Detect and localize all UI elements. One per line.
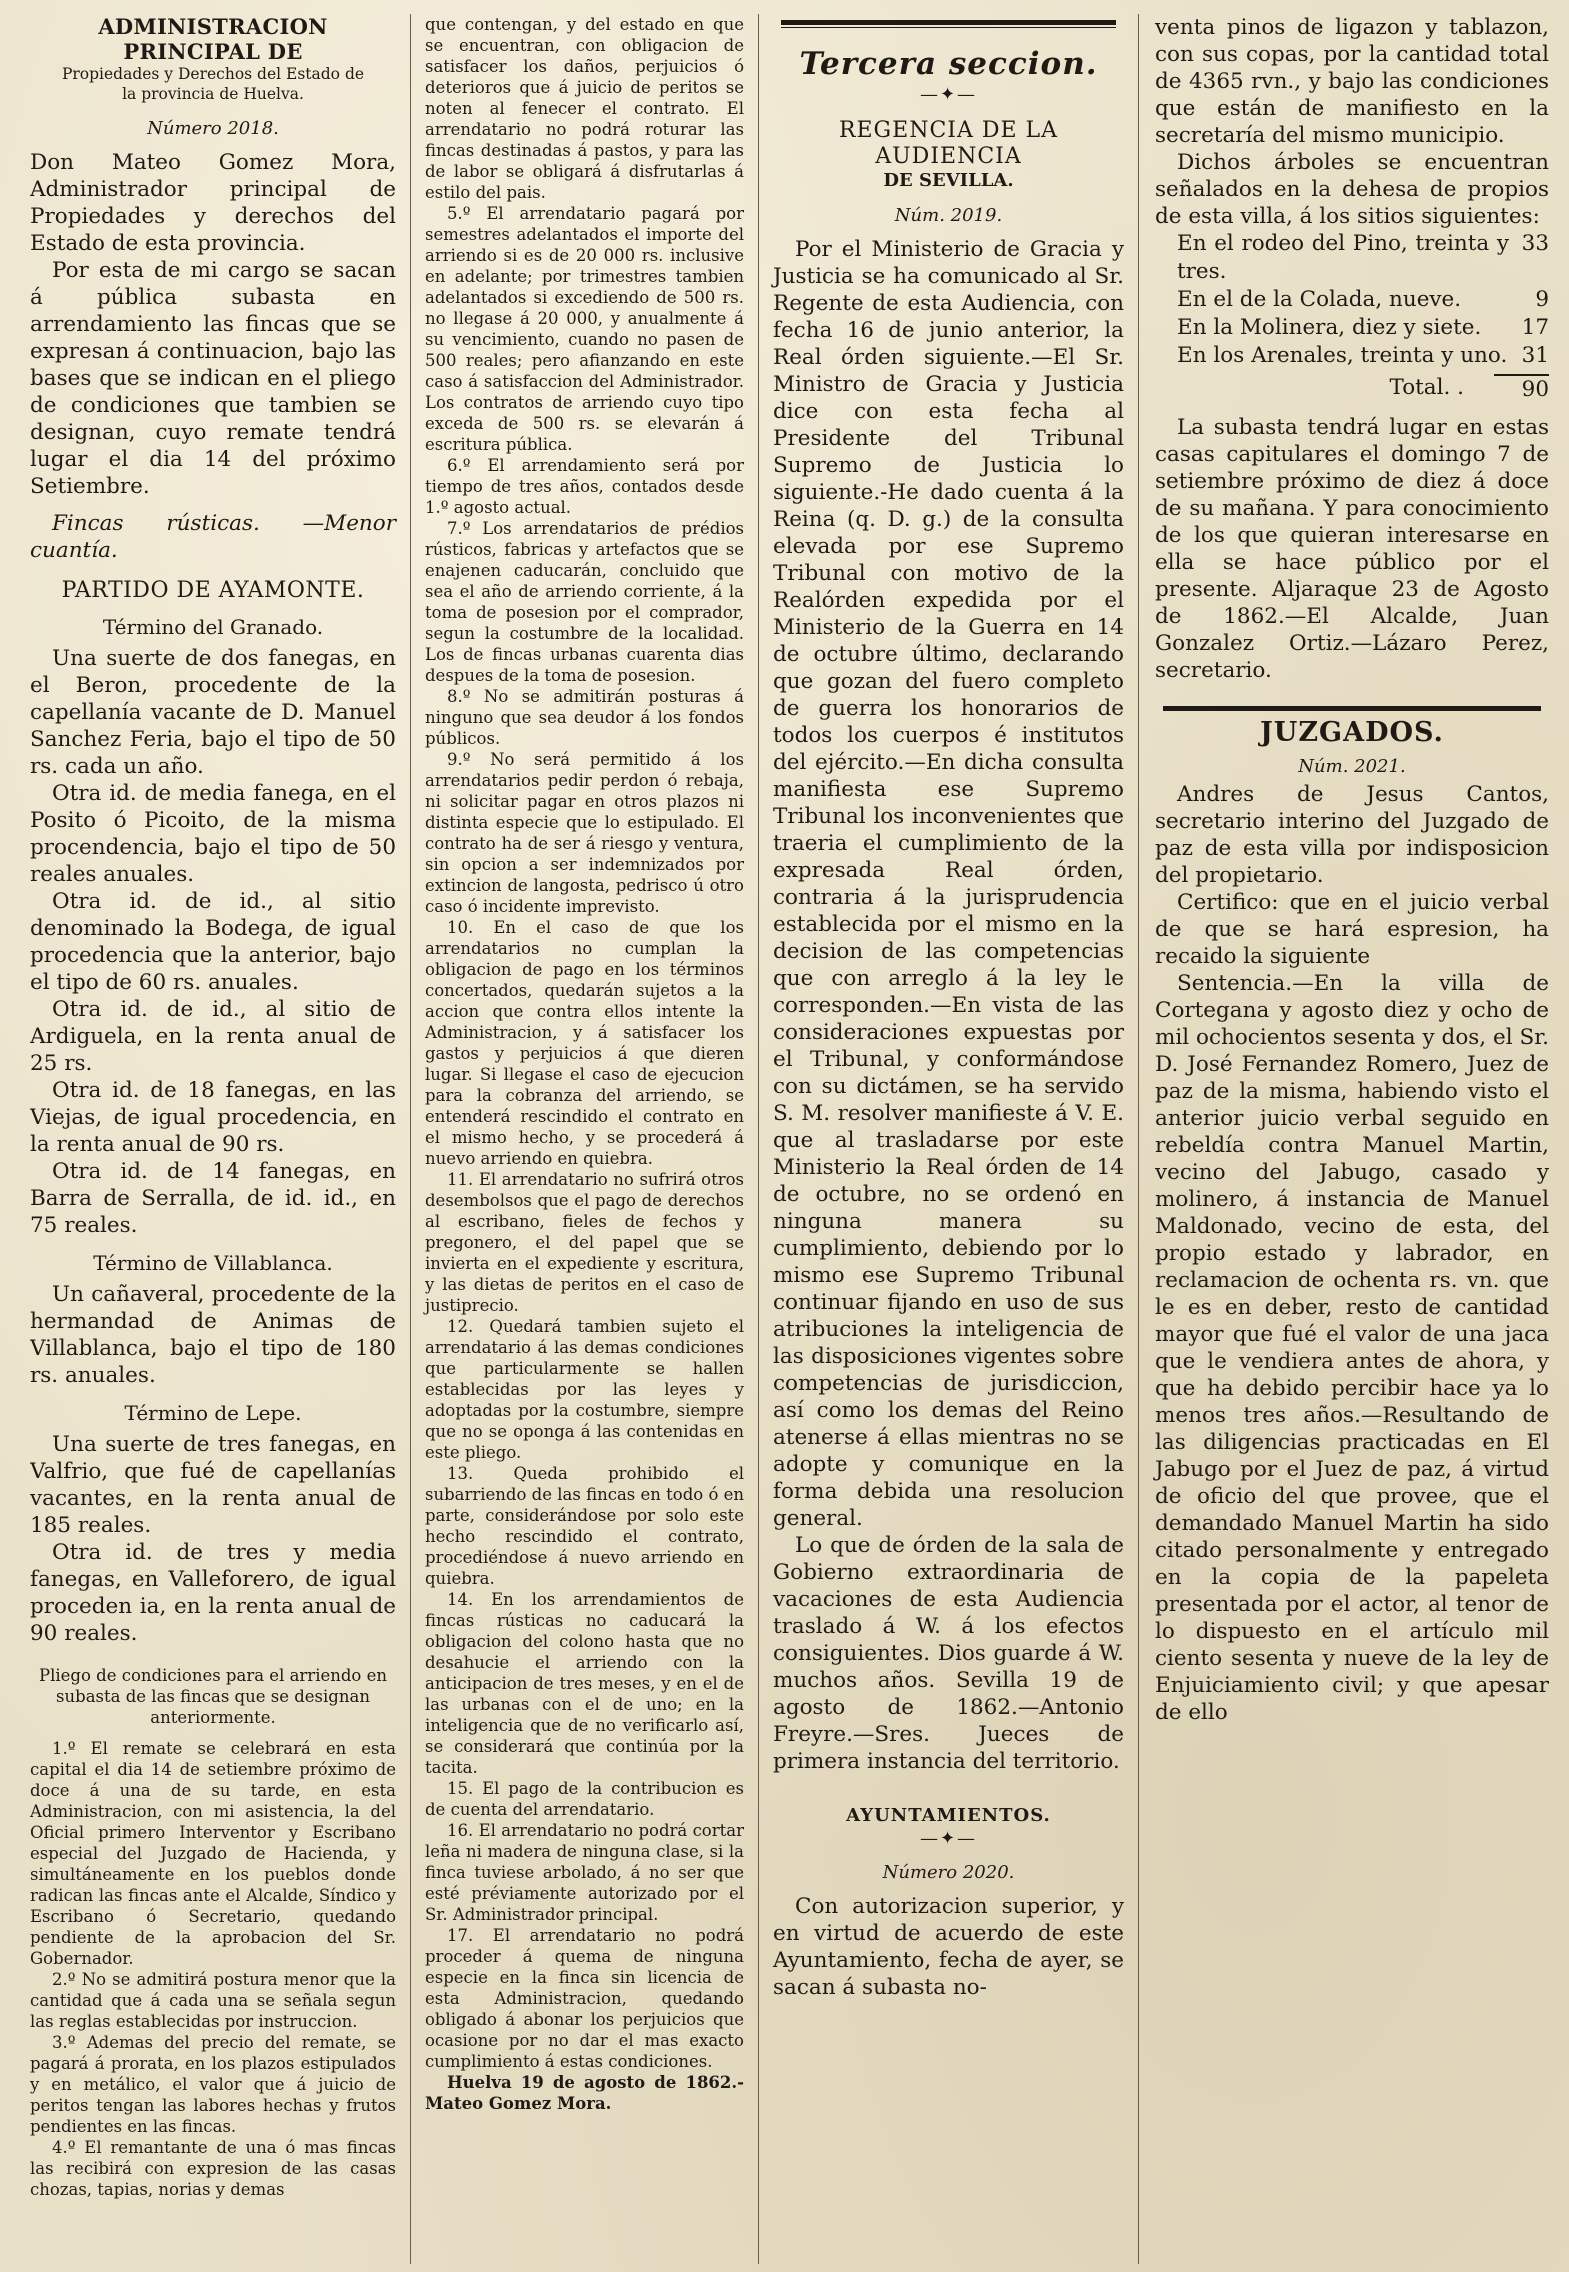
subheading-pliego: Pliego de condiciones para el arriendo en subasta de las fincas que se designan anteriormente. <box>39 1666 387 1727</box>
list-item: Un cañaveral, procedente de la hermandad de Animas de Villablanca, bajo el tipo de 180 rs. anuales. <box>30 1282 396 1388</box>
heading-termino-lepe: Término de Lepe. <box>124 1401 302 1425</box>
table-row-value: 33 <box>1521 231 1549 256</box>
table-row-label: En el rodeo del Pino, treinta y tres. <box>1177 231 1509 284</box>
notice-number-2019: Núm. 2019. <box>894 205 1003 226</box>
table-total-value: 90 <box>1494 374 1549 404</box>
list-item: Una suerte de dos fanegas, en el Beron, procedente de la capellanía vacante de D. Manuel Sanchez Feria, bajo el tipo de 50 rs. cada un año. <box>30 646 396 779</box>
table-row <box>1155 342 1549 370</box>
paragraph: Lo que de órden de la sala de Gobierno extraordinaria de vacaciones de esta Audiencia traslado á W. á los efectos consiguientes. Dios guarde á W. muchos años. Sevilla 19 de agosto de 1862.—Antonio Freyre.—Sres. Jueces de primera instancia del territorio. <box>773 1533 1124 1774</box>
condition-10: 10. En el caso de que los arrendatarios no cumplan la obligacion de pago en los términos concertados, quedarán sujetos a la accion que contra ellos intente la Administracion, y á satisfacer los gastos y perjuicios á que dieren lugar. Si llegase el caso de ejecucion para la cobranza del arriendo, se entenderá rescindido el contrato en el mismo hecho, y se procederá á nuevo arriendo en quiebra. <box>425 918 744 1168</box>
table-total-label: Total. . <box>1389 375 1464 400</box>
condition-1: 1.º El remate se celebrará en esta capital el dia 14 de setiembre próximo de doce á una de su tarde, en esta Administracion, con mi asistencia, la del Oficial primero Interventor y Escribano especial del Juzgado de Hacienda, y simultáneamente en los pueblos donde radican las fincas ante el Alcalde, Síndico y Escribano ó Secretario, quedando pendiente de la aprobacion del Sr. Gobernador. <box>30 1739 396 1968</box>
condition-15: 15. El pago de la contribucion es de cuenta del arrendatario. <box>425 1779 744 1819</box>
column-1 <box>30 14 410 2264</box>
table-total-row <box>1155 374 1549 404</box>
condition-13: 13. Queda prohibido el subarriendo de las fincas en todo ó en parte, considerándose por solo este hecho rescindido el contrato, procediéndose á nuevo arriendo en quiebra. <box>425 1464 745 1588</box>
condition-14: 14. En los arrendamientos de fincas rústicas no caducará la obligacion del colono hasta que no desahucie el arriendo con la anticipacion de tres meses, y en el de las urbanas con el de uno; en la inteligencia que de no verificarlo así, se considerará que continúa por la tacita. <box>425 1590 744 1777</box>
condition-12: 12. Quedará tambien sujeto el arrendatario á las demas condiciones que particularmente se hallen establecidas por las leyes y adoptadas por la costumbre, siempre que no se oponga á las contenidas en este pliego. <box>425 1317 744 1462</box>
column-4 <box>1138 14 1549 2264</box>
heading-termino-villablanca: Término de Villablanca. <box>93 1251 333 1275</box>
table-row-label: En la Molinera, diez y siete. <box>1177 315 1482 340</box>
list-item: Otra id. de 14 fanegas, en Barra de Serralla, de id. id., en 75 reales. <box>30 1159 396 1238</box>
admin-header-sub2: la provincia de Huelva. <box>122 85 304 103</box>
section-title: Tercera seccion. <box>799 46 1098 82</box>
section-rule-thin <box>781 27 1116 28</box>
heading-termino-granado: Término del Granado. <box>102 615 324 639</box>
paragraph: Dichos árboles se encuentran señalados en la dehesa de propios de esta villa, á los sitios siguientes: <box>1155 150 1549 229</box>
condition-3: 3.º Ademas del precio del remate, se pagará á prorata, en los plazos estipulados y en metálico, el valor que á juicio de peritos tengan las labores hechas y frutos pendientes en las fincas. <box>30 2033 396 2136</box>
paragraph: Por el Ministerio de Gracia y Justicia se ha comunicado al Sr. Regente de esta Audiencia, con fecha 16 de junio anterior, la Real órden siguiente.—El Sr. Ministro de Gracia y Justicia dice con esta fecha al Presidente del Tribunal Supremo de Justicia lo siguiente.-He dado cuenta á la Reina (q. D. g.) de la consulta elevada por ese Supremo Tribunal con motivo de la Realórden expedida por el Ministerio de la Guerra en 14 de octubre último, declarando que gozan del fuero completo de guerra los honorarios de todos los cuerpos é institutos del ejército.—En dicha consulta manifiesta ese Supremo Tribunal los inconvenientes que traeria el cumplimiento de la expresada Real órden, contraria á la jurisprudencia establecida por el mismo en la decision de las competencias que con arreglo á la ley le corresponden.—En vista de las consideraciones expuestas por el Tribunal, y conformándose con su dictámen, se ha servido S. M. resolver manifieste á V. E. que al trasladarse por este Ministerio la Real órden de 14 de octubre, no se ordenó en ninguna manera su cumplimiento, debiendo por lo mismo ese Supremo Tribunal continuar fijando en uso de sus atribuciones la inteligencia de las disposiciones vigentes sobre competencias de jurisdiccion, así como los demas del Reino atenerse á ellas mientras no se adopte y comunique en la forma debida una resolucion general. <box>773 237 1124 1531</box>
paragraph: venta pinos de ligazon y tablazon, con sus copas, por la cantidad total de 4365 rvn., y bajo las condiciones que están de manifiesto en la secretaría del mismo municipio. <box>1155 15 1549 148</box>
table-row-value: 31 <box>1521 343 1549 368</box>
list-item: Otra id. de id., al sitio de Ardiguela, en la renta anual de 25 rs. <box>30 997 396 1076</box>
table-row-value: 9 <box>1535 287 1549 312</box>
condition-5: 5.º El arrendatario pagará por semestres adelantados el importe del arriendo si es de 20 000 rs. inclusive en adelante; por trimestres tambien adelantados si excediendo de 500 rs. no llegase á 20 000, y anualmente á su vencimiento, cuando no pasen de 500 reales; pero afianzando en este caso á satisfaccion del Administrador. Los contratos de arriendo cuyo tipo exceda de 500 rs. se elevarán á escritura pública. <box>425 204 744 454</box>
table-row <box>1155 286 1549 314</box>
heading-regencia: REGENCIA DE LA AUDIENCIA <box>838 118 1059 169</box>
table-row <box>1155 230 1549 286</box>
condition-9: 9.º No será permitido á los arrendatarios pedir perdon ó rebaja, ni solicitar pagar en otros plazos ni distinta especie que lo estipulado. El contrato ha de ser á riesgo y ventura, sin opcion a ser indemnizados por extincion de langosta, pedrisco ú otro caso ó incidente imprevisto. <box>425 750 744 916</box>
notice-number-2020: Número 2020. <box>882 1862 1015 1883</box>
condition-11: 11. El arrendatario no sufrirá otros desembolsos que el pago de derechos al escribano, fieles de fechos y pregonero, el del papel que se invierta en el expediente y escritura, y las dietas de peritos en el caso de justiprecio. <box>425 1170 744 1315</box>
table-row-label: En los Arenales, treinta y uno. <box>1177 343 1508 368</box>
paragraph: Sentencia.—En la villa de Cortegana y agosto diez y ocho de mil ochocientos sesenta y dos, el Sr. D. José Fernandez Romero, Juez de paz de la misma, habiendo visto el anterior juicio verbal seguido en rebeldía contra Manuel Martin, vecino del Jabugo, casado y molinero, á instancia de Manuel Maldonado, vecino de esta, del propio estado y labrador, en reclamacion de ochenta rs. vn. que le es en deber, resto de cantidad mayor que fué el valor de una jaca que le vendiera antes de ahora, y que ha debido percibir hace ya lo menos tres años.—Resultando de las diligencias practicadas en El Jabugo por el Juez de paz, á virtud de oficio del que provee, que el demandado Manuel Martin ha sido citado personalmente y entregado en la copia de la papeleta presentada por el actor, al tenor de lo dispuesto en el artículo mil ciento sesenta y nueve de la ley de Enjuiciamiento civil; y que apesar de ello <box>1155 971 1549 1725</box>
condition-6: 6.º El arrendamiento será por tiempo de tres años, contados desde 1.º agosto actual. <box>425 456 744 517</box>
paragraph: Don Mateo Gomez Mora, Administrador principal de Propiedades y derechos del Estado de esta provincia. <box>30 150 396 256</box>
condition-16: 16. El arrendatario no podrá cortar leña ni madera de ninguna clase, si la finca tuviese arbolado, á no ser que esté préviamente autorizado por el Sr. Administrador principal. <box>425 1821 744 1924</box>
paragraph: Certifico: que en el juicio verbal de que se hará espresion, ha recaido la siguiente <box>1155 890 1549 969</box>
condition-7: 7.º Los arrendatarios de prédios rústicos, fabricas y artefactos que se enajenen caducarán, concluido que sea el año de arriendo corriente, á la toma de posesion por el comprador, segun la costumbre de la localidad. Los de fincas urbanas cuarenta dias despues de la toma de posesion. <box>425 519 744 685</box>
heading-juzgados: JUZGADOS. <box>1260 717 1444 748</box>
heading-ayuntamientos: AYUNTAMIENTOS. <box>846 1805 1051 1826</box>
list-item: Otra id. de tres y media fanegas, en Valleforero, de igual proceden ia, en la renta anual de 90 reales. <box>30 1540 396 1646</box>
table-row-value: 17 <box>1521 315 1549 340</box>
subheading-fincas: Fincas rústicas. —Menor cuantía. <box>30 511 396 563</box>
condition-4-continued: que contengan, y del estado en que se encuentran, con obligacion de satisfacer los daños, perjuicios ó deterioros que á juicio de peritos se noten al fenecer el contrato. El arrendatario no podrá roturar las fincas destinadas á pastos, y para las de labor se obligará á disfrutarlas á estilo del pais. <box>425 15 744 202</box>
admin-header-sub1: Propiedades y Derechos del Estado de <box>61 65 365 83</box>
heading-partido: PARTIDO DE AYAMONTE. <box>61 578 365 603</box>
notice-number-2021: Núm. 2021. <box>1298 756 1406 777</box>
list-item: Otra id. de id., al sitio denominado la Bodega, de igual procedencia que la anterior, bajo el tipo de 60 rs. anuales. <box>30 889 396 995</box>
columns <box>30 14 1549 2264</box>
section-rule <box>1163 706 1541 711</box>
paragraph: Por esta de mi cargo se sacan á pública subasta en arrendamiento las fincas que se expresan á continuacion, bajo las bases que se indican en el pliego de condiciones que tambien se designan, cuyo remate tendrá lugar el dia 14 del próximo Setiembre. <box>30 258 396 499</box>
condition-4: 4.º El remantante de una ó mas fincas las recibirá con expresion de las casas chozas, tapias, norias y demas <box>30 2138 396 2199</box>
signature: Huelva 19 de agosto de 1862.-Mateo Gomez Mora. <box>425 2073 744 2113</box>
ornament-divider: —✦— <box>919 1828 978 1849</box>
column-2 <box>410 14 758 2264</box>
list-item: Una suerte de tres fanegas, en Valfrio, que fué de capellanías vacantes, en la renta anual de 185 reales. <box>30 1432 396 1538</box>
paragraph: La subasta tendrá lugar en estas casas capitulares el domingo 7 de setiembre próximo de diez á doce de su mañana. Y para conocimiento de los que quieran interesarse en ella se hace público por el presente. Aljaraque 23 de Agosto de 1862.—El Alcalde, Juan Gonzalez Ortiz.—Lázaro Perez, secretario. <box>1155 415 1549 683</box>
table-row <box>1155 314 1549 342</box>
paragraph: Con autorizacion superior, y en virtud de acuerdo de este Ayuntamiento, fecha de ayer, se sacan á subasta no- <box>773 1894 1124 2000</box>
heading-sevilla: DE SEVILLA. <box>883 170 1014 191</box>
tree-count-table <box>1155 230 1549 404</box>
admin-header-title: ADMINISTRACION PRINCIPAL DE <box>98 14 328 64</box>
section-rule <box>781 20 1116 25</box>
column-3 <box>758 14 1138 2264</box>
table-row-label: En el de la Colada, nueve. <box>1177 287 1462 312</box>
list-item: Otra id. de 18 fanegas, en las Viejas, de igual procedencia, en la renta anual de 90 rs. <box>30 1078 396 1157</box>
ornament-divider: —✦— <box>919 84 978 105</box>
notice-number-2018: Número 2018. <box>147 118 279 139</box>
paragraph: Andres de Jesus Cantos, secretario interino del Juzgado de paz de esta villa por indisposicion del propietario. <box>1155 782 1549 888</box>
condition-17: 17. El arrendatario no podrá proceder á quema de ninguna especie en la finca sin licencia de esta Administracion, quedando obligado á abonar los perjuicios que ocasione por no dar el mas exacto cumplimiento á estas condiciones. <box>425 1926 744 2071</box>
condition-8: 8.º No se admitirán posturas á ninguno que sea deudor á los fondos públicos. <box>425 687 744 748</box>
condition-2: 2.º No se admitirá postura menor que la cantidad que á cada una se señala segun las reglas establecidas por instruccion. <box>30 1970 396 2031</box>
list-item: Otra id. de media fanega, en el Posito ó Picoito, de la misma procendencia, bajo el tipo de 50 reales anuales. <box>30 781 396 887</box>
